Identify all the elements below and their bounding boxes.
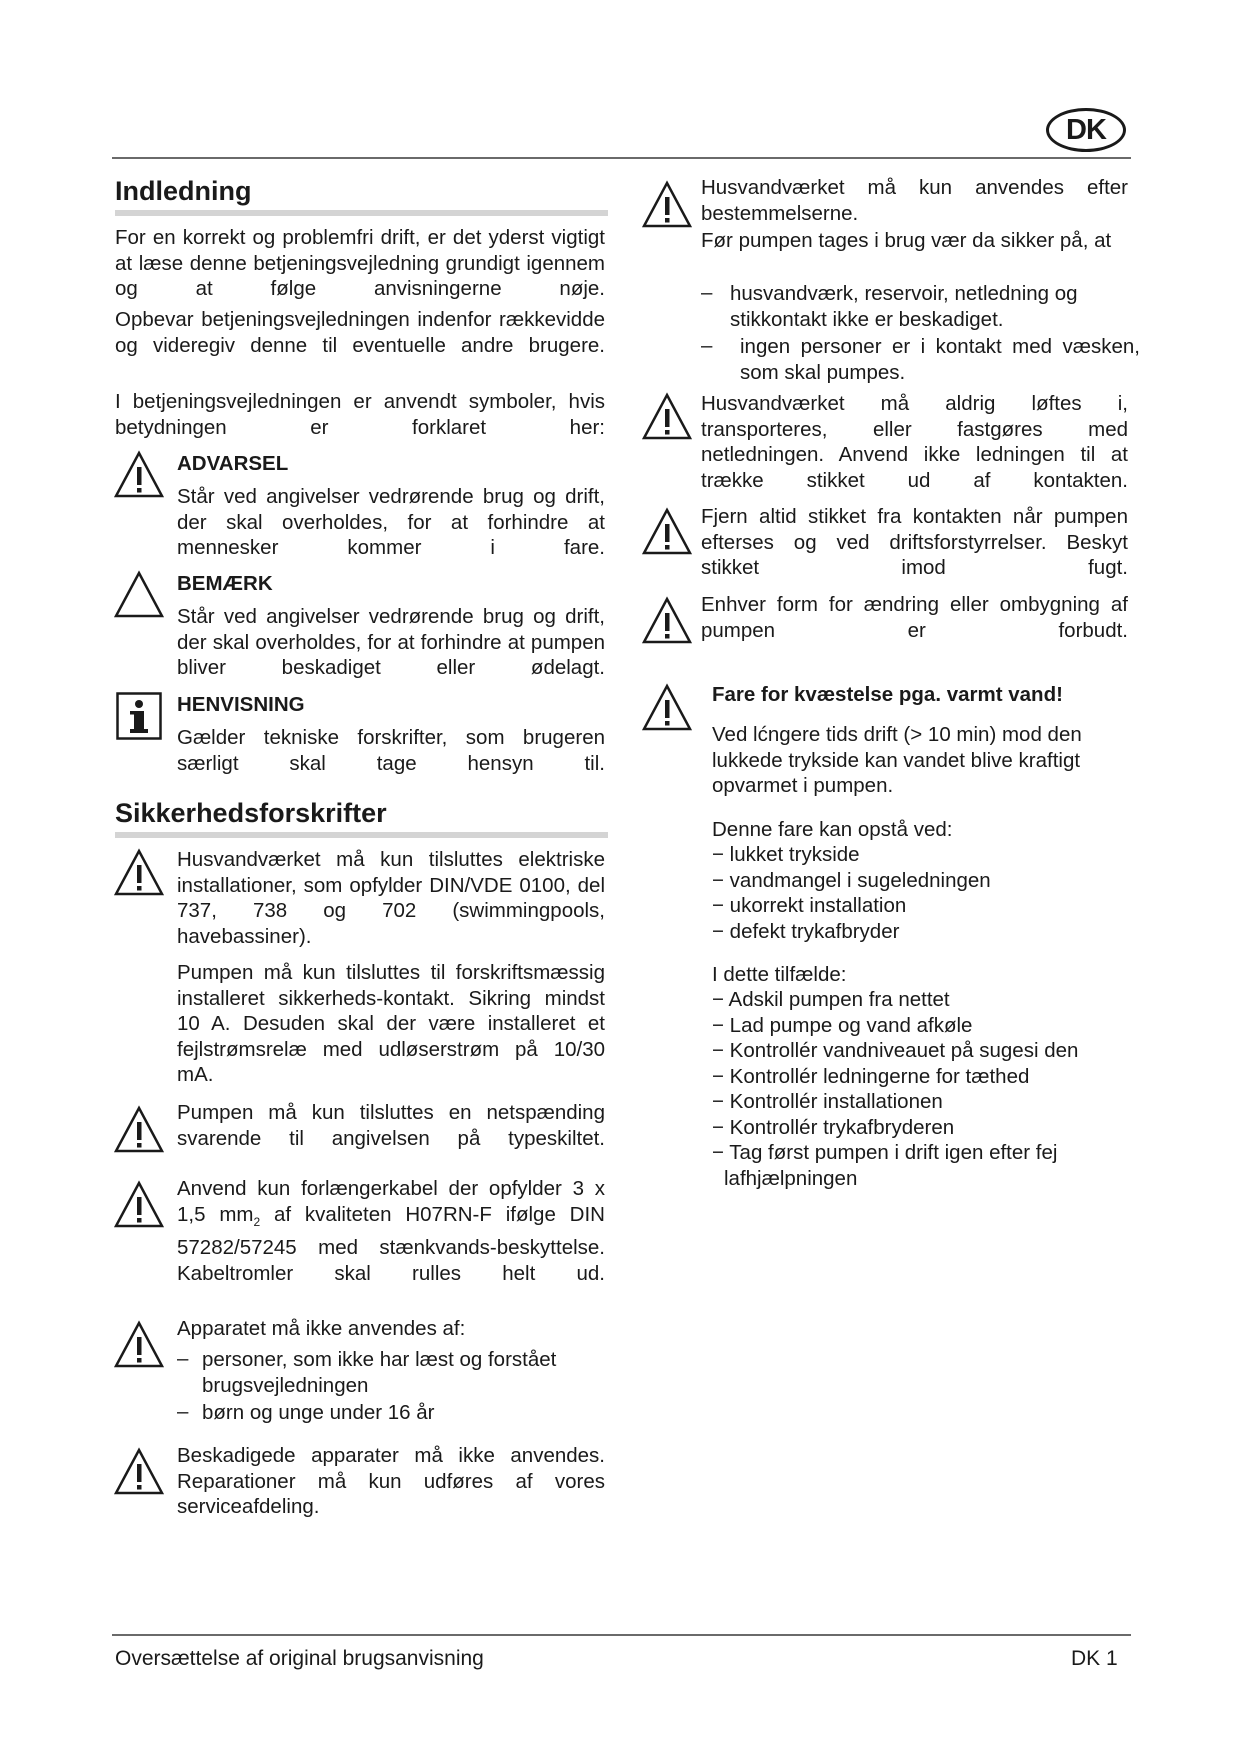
list-item: − vandmangel i sugeledningen bbox=[712, 868, 991, 892]
safety-text-2: Pumpen må kun tilsluttes til forskriftsmæssig installeret sikkerheds-kontakt. Sikring mindst 10 A. Desuden skal der være installeret et fejlstrømsrelæ med udløserstrøm på 10/30 mA. bbox=[177, 961, 605, 1086]
info-text: Gælder tekniske forskrifter, som brugeren særligt skal tage hensyn til. bbox=[177, 726, 605, 775]
safety-heading: Sikkerhedsforskrifter bbox=[115, 798, 387, 828]
list-item-text: Kontrollér vandniveauet på sugesi den bbox=[729, 1039, 1079, 1062]
list-item-text: lukket trykside bbox=[729, 843, 860, 866]
list-item-text: defekt trykafbryder bbox=[729, 919, 900, 943]
warning-icon bbox=[114, 1320, 164, 1370]
safety-text-3: Pumpen må kun tilsluttes en netspænding svarende til angivelsen på typeskiltet. bbox=[177, 1101, 605, 1150]
warning-icon bbox=[114, 450, 164, 500]
header-rule bbox=[112, 157, 1131, 159]
list-item-text: Kontrollér trykafbryderen bbox=[729, 1115, 955, 1139]
safety-text-1: Husvandværket må kun tilsluttes elektriske installationer, som opfylder DIN/VDE 0100, del 737, 738 og 702 (swimmingpools, havebassiner). bbox=[177, 848, 605, 948]
list-item: − Kontrollér ledningerne for tæthed bbox=[712, 1064, 1030, 1088]
list-item: − Adskil pumpen fra nettet bbox=[712, 988, 950, 1011]
intro-paragraph-1: For en korrekt og problemfri drift, er det yderst vigtigt at læse denne betjeningsvejledning grundigt igennem og at følge anvisningerne nøje. bbox=[115, 226, 605, 300]
list-item: − ukorrekt installation bbox=[712, 894, 907, 917]
warning-icon bbox=[114, 1447, 164, 1497]
warning-icon bbox=[642, 507, 692, 557]
list-item-text: Kontrollér installationen bbox=[729, 1090, 943, 1113]
footer-left: Oversættelse af original brugsanvisning bbox=[115, 1647, 484, 1670]
list-item: − Kontrollér vandniveauet på sugesi den bbox=[712, 1039, 1079, 1062]
right-text-4: Enhver form for ændring eller ombygning af pumpen er forbudt. bbox=[701, 593, 1128, 642]
list-item-text: Kontrollér ledningerne for tæthed bbox=[729, 1064, 1030, 1088]
safety-text-4b: af kvaliteten H07RN-F ifølge DIN 57282/57245 med stænkvands-beskyttelse. Kabeltromler skal rulles helt ud. bbox=[177, 1202, 605, 1285]
language-badge: DK bbox=[1046, 108, 1126, 152]
list-item: − Kontrollér trykafbryderen bbox=[712, 1115, 955, 1139]
list-item: − Lad pumpe og vand afkøle bbox=[712, 1013, 973, 1037]
intro-paragraph-3: I betjeningsvejledningen er anvendt symboler, hvis betydningen er forklaret her: bbox=[115, 390, 605, 439]
list-item-text: vandmangel i sugeledningen bbox=[729, 868, 991, 892]
causes-list bbox=[712, 842, 1112, 944]
safety-text-5-item-1: personer, som ikke har læst og forstået brugsvejledningen bbox=[202, 1348, 557, 1397]
warning-icon bbox=[114, 1180, 164, 1230]
list-item-text: Adskil pumpen fra nettet bbox=[728, 988, 950, 1011]
right-list-item-2: ingen personer er i kontakt med væsken, som skal pumpes. bbox=[740, 335, 1140, 384]
right-text-3: Fjern altid stikket fra kontakten når pumpen efterses og ved driftsforstyrrelser. Beskyt stikket imod fugt. bbox=[701, 505, 1128, 579]
right-text-1: Husvandværket må kun anvendes efter bestemmelserne. bbox=[701, 176, 1128, 225]
intro-heading-underline bbox=[115, 210, 608, 216]
caution-text: Står ved angivelser vedrørende brug og drift, der skal overholdes, for at forhindre at pumpen bliver beskadiget eller ødelagt. bbox=[177, 605, 605, 679]
list-item-text: Tag først pumpen i drift igen efter fej lafhjælpningen bbox=[724, 1141, 1058, 1190]
superscript-2: 2 bbox=[253, 1214, 261, 1229]
dash: – bbox=[701, 334, 713, 357]
safety-text-5-intro: Apparatet må ikke anvendes af: bbox=[177, 1317, 466, 1340]
intro-paragraph-2: Opbevar betjeningsvejledningen indenfor rækkevidde og videregiv denne til eventuelle andre brugere. bbox=[115, 308, 605, 357]
info-title: HENVISNING bbox=[177, 693, 305, 716]
warning-icon bbox=[642, 392, 692, 442]
warning-icon bbox=[114, 848, 164, 898]
warning-icon bbox=[642, 180, 692, 230]
dash: – bbox=[177, 1347, 189, 1370]
intro-heading: Indledning bbox=[115, 176, 252, 206]
safety-heading-underline bbox=[115, 832, 608, 838]
warning-icon bbox=[642, 596, 692, 646]
safety-text-4 bbox=[177, 1176, 605, 1286]
dash: – bbox=[701, 281, 713, 304]
list-item: − Tag først pumpen i drift igen efter fej lafhjælpningen bbox=[712, 1141, 1058, 1190]
right-text-2: Husvandværket må aldrig løftes i, transporteres, eller fastgøres med netledningen. Anvend ikke ledningen til at trække stikket ud af kontakten. bbox=[701, 392, 1128, 492]
page-number: DK 1 bbox=[1071, 1647, 1118, 1670]
list-item: − defekt trykafbryder bbox=[712, 919, 900, 943]
safety-text-6: Beskadigede apparater må ikke anvendes. Reparationer må kun udføres af vores serviceafdeling. bbox=[177, 1444, 605, 1518]
right-list-item-1: husvandværk, reservoir, netledning og stikkontakt ikke er beskadiget. bbox=[730, 282, 1078, 331]
footer-rule bbox=[112, 1634, 1131, 1636]
list-item-text: ukorrekt installation bbox=[729, 894, 907, 917]
list-item: − lukket trykside bbox=[712, 843, 860, 866]
causes-intro: Denne fare kan opstå ved: bbox=[712, 818, 953, 841]
actions-intro: I dette tilfælde: bbox=[712, 963, 847, 986]
warning-icon bbox=[642, 683, 692, 733]
caution-icon bbox=[114, 570, 164, 620]
caution-title: BEMÆRK bbox=[177, 572, 273, 595]
safety-text-5-item-2: børn og unge under 16 år bbox=[202, 1401, 435, 1424]
safety-text-4a: Anvend kun forlængerkabel der opfylder 3 x 1,5 mm bbox=[177, 1177, 605, 1226]
hot-water-title: Fare for kvæstelse pga. varmt vand! bbox=[712, 683, 1063, 706]
warning-text: Står ved angivelser vedrørende brug og drift, der skal overholdes, for at forhindre at mennesker kommer i fare. bbox=[177, 485, 605, 559]
right-text-1b: Før pumpen tages i brug vær da sikker på, at bbox=[701, 229, 1112, 252]
actions-list bbox=[712, 987, 1082, 1191]
warning-icon bbox=[114, 1105, 164, 1155]
list-item: − Kontrollér installationen bbox=[712, 1090, 943, 1113]
info-icon bbox=[116, 692, 162, 740]
hot-water-text: Ved lćngere tids drift (> 10 min) mod den lukkede trykside kan vandet blive kraftigt opvarmet i pumpen. bbox=[712, 723, 1082, 797]
list-item-text: Lad pumpe og vand afkøle bbox=[729, 1013, 973, 1037]
dash: – bbox=[177, 1400, 189, 1423]
warning-title: ADVARSEL bbox=[177, 452, 289, 475]
